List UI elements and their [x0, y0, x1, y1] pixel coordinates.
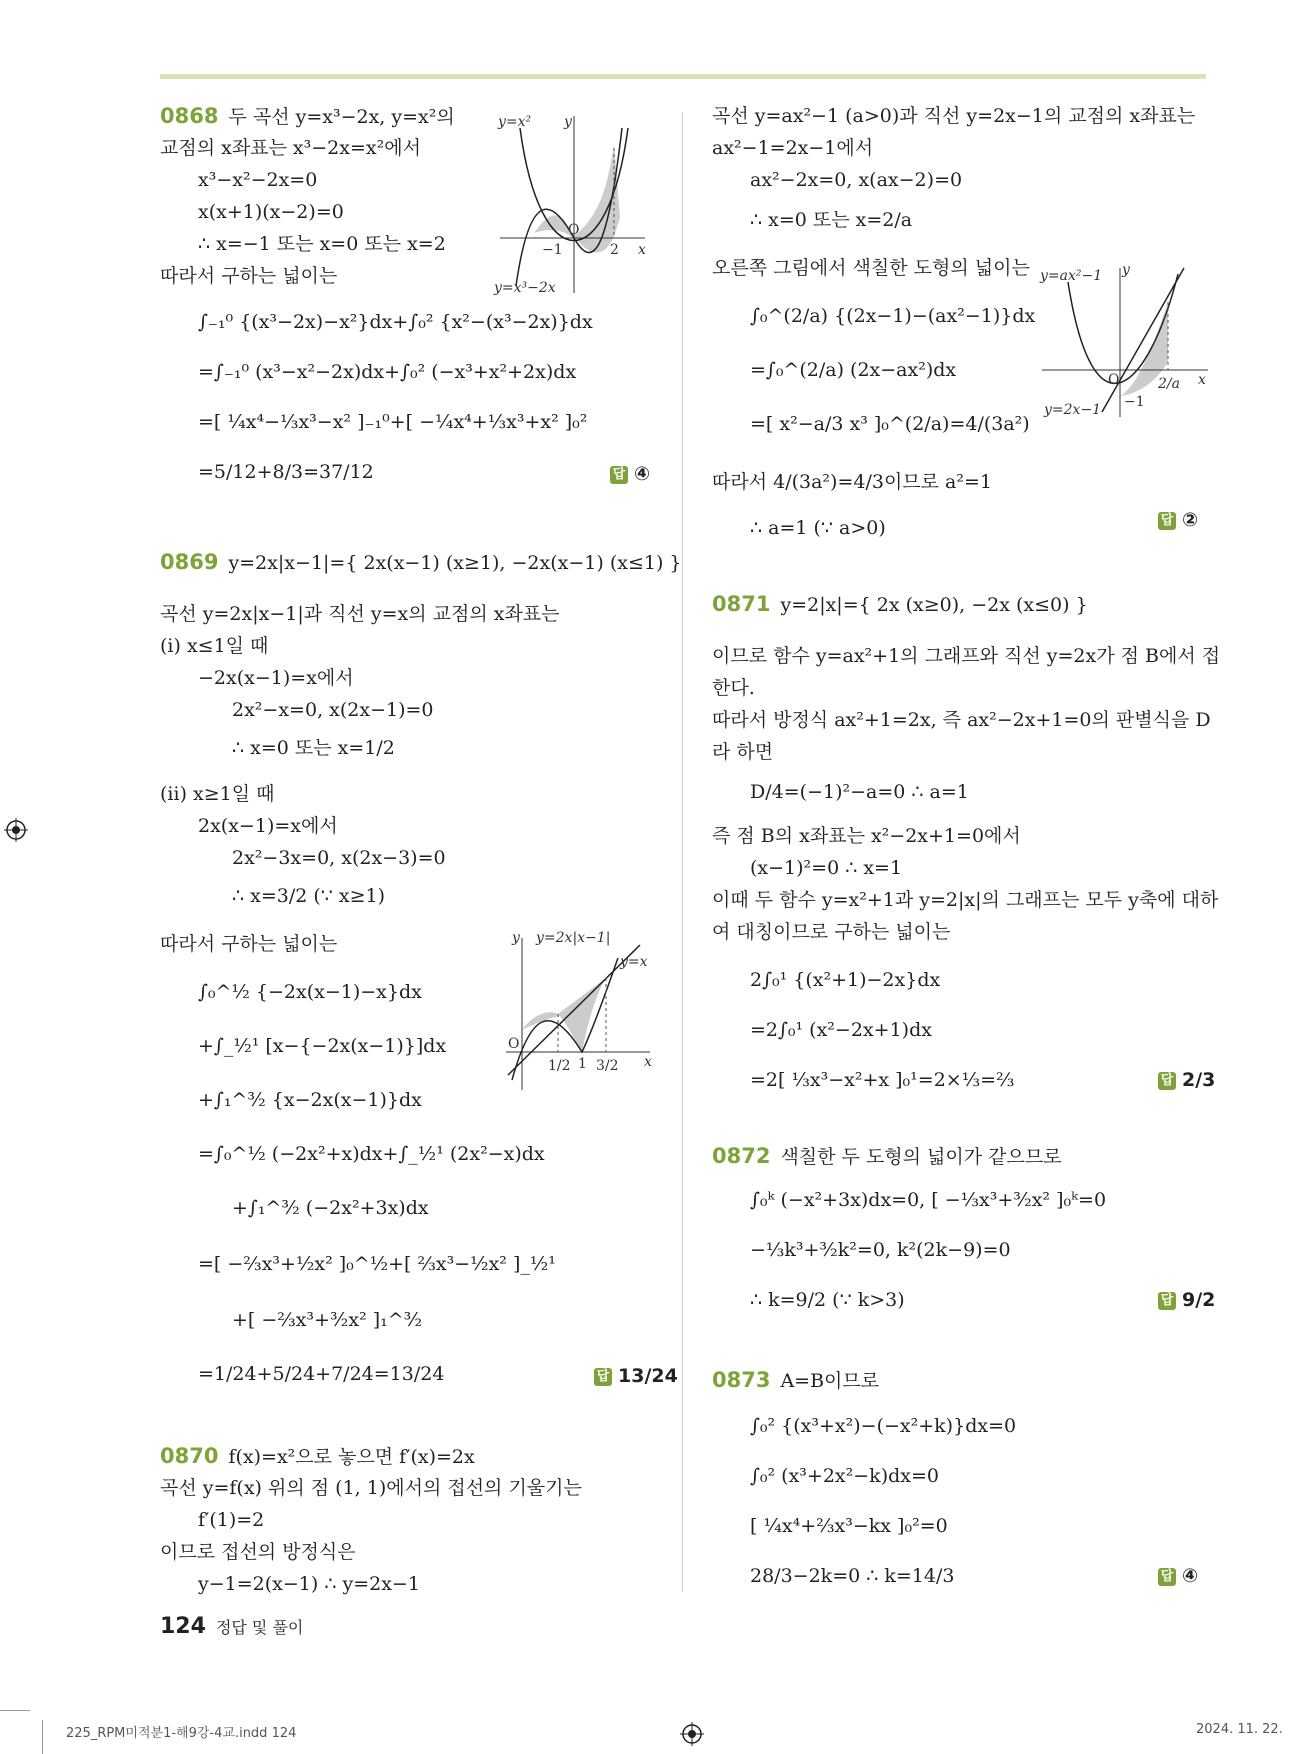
solution-line — [160, 1508, 264, 1532]
label-two: 2 — [610, 242, 619, 258]
solution-line — [712, 1018, 932, 1042]
page-title: 정답 및 풀이 — [215, 1618, 304, 1637]
line-text: y=2|x|={ 2x (x≥0), −2x (x≤0) } — [780, 594, 1088, 616]
solution-line — [160, 666, 354, 690]
shaded-region-second — [558, 978, 606, 1052]
solution-line — [712, 208, 912, 232]
label-origin: O — [508, 1036, 520, 1052]
problem-number: 0869 — [160, 550, 219, 574]
solution-line — [160, 1196, 429, 1220]
line-text: =5/12+8/3=37/12 — [198, 461, 374, 483]
line-text: x³−x²−2x=0 — [198, 169, 318, 191]
label-minus-one: −1 — [1124, 394, 1145, 410]
label-line: y=x — [620, 954, 648, 970]
solution-line — [712, 780, 969, 804]
line-text: 따라서 4/(3a²)=4/3이므로 a²=1 — [712, 471, 993, 493]
problem-number: 0870 — [160, 1444, 219, 1468]
problem-heading — [712, 1144, 1062, 1169]
label-half: 1/2 — [548, 1058, 571, 1074]
label-y-axis: y — [1122, 262, 1130, 278]
solution-line — [712, 856, 902, 880]
label-two-over-a: 2/a — [1158, 376, 1180, 392]
solution-line — [160, 884, 385, 908]
label-origin: O — [1108, 372, 1120, 388]
line-text: (x−1)²=0 ∴ x=1 — [750, 857, 903, 879]
line-text: ∴ x=0 또는 x=2/a — [750, 209, 913, 231]
solution-line — [160, 232, 446, 256]
solution-line — [712, 708, 1211, 732]
figure-0868-graph — [490, 108, 650, 298]
solution-line — [712, 1464, 939, 1488]
line-text: 여 대칭이므로 구하는 넓이는 — [712, 921, 951, 943]
line-text: 이므로 함수 y=ax²+1의 그래프와 직선 y=2x가 점 B에서 접 — [712, 645, 1221, 667]
solution-line — [712, 104, 1195, 128]
solution-line — [160, 1252, 556, 1276]
line-text: +∫₁^³⁄₂ (−2x²+3x)dx — [232, 1197, 429, 1219]
line-text: y−1=2(x−1) ∴ y=2x−1 — [198, 1573, 420, 1595]
problem-heading — [160, 550, 682, 575]
answer-value: ④ — [634, 463, 651, 485]
label-cubic: y=x³−2x — [494, 280, 556, 296]
solution-line — [160, 1142, 545, 1166]
solution-line — [712, 1238, 1011, 1262]
label-x-axis: x — [644, 1054, 652, 1070]
answer-value: 13/24 — [618, 1365, 678, 1387]
line-text: x(x+1)(x−2)=0 — [198, 201, 344, 223]
solution-line — [712, 824, 1021, 848]
solution-line — [712, 1564, 954, 1588]
solution-line — [712, 644, 1220, 668]
answer-0868 — [610, 462, 650, 486]
line-text: =1/24+5/24+7/24=13/24 — [198, 1363, 445, 1385]
line-text: 라 하면 — [712, 741, 774, 763]
problem-heading — [160, 1444, 475, 1469]
line-text: ∫₋₁⁰ {(x³−2x)−x²}dx+∫₀² {x²−(x³−2x)}dx — [198, 311, 593, 333]
line-text: 2∫₀¹ {(x²+1)−2x}dx — [750, 969, 941, 991]
line-text: ∴ x=0 또는 x=1/2 — [232, 737, 395, 759]
line-text: 한다. — [712, 677, 755, 699]
solution-line — [160, 1540, 356, 1564]
print-date: 2024. 11. 22. — [1196, 1722, 1283, 1737]
solution-line — [160, 1362, 444, 1386]
solution-line — [712, 256, 1030, 280]
solution-line — [160, 410, 587, 434]
line-text: +∫₁^³⁄₂ {x−2x(x−1)}dx — [198, 1089, 422, 1111]
line-text: 두 곡선 y=x³−2x, y=x²의 — [228, 106, 455, 128]
line-text: ∴ x=−1 또는 x=0 또는 x=2 — [198, 233, 446, 255]
answer-value: 9/2 — [1182, 1289, 1216, 1311]
line-text: ∴ k=9/2 (∵ k>3) — [750, 1289, 905, 1311]
solution-line — [160, 460, 374, 484]
label-y-axis: y — [564, 114, 572, 130]
solution-line — [160, 200, 344, 224]
shaded-region-right — [574, 143, 620, 253]
line-text: ax²−1=2x−1에서 — [712, 137, 874, 159]
solution-line — [712, 412, 1030, 436]
line-text: =[ ¼x⁴−⅓x³−x² ]₋₁⁰+[ −¼x⁴+⅓x³+x² ]₀² — [198, 411, 588, 433]
answer-badge: 답 — [594, 1368, 612, 1386]
line-text: A=B이므로 — [780, 1370, 880, 1392]
line-text: 이므로 접선의 방정식은 — [160, 1541, 356, 1563]
answer-value: ② — [1182, 509, 1199, 531]
line-text: =∫₋₁⁰ (x³−x²−2x)dx+∫₀² (−x³+x²+2x)dx — [198, 361, 577, 383]
solution-line — [712, 968, 940, 992]
problem-heading — [712, 1368, 879, 1393]
line-text: D/4=(−1)²−a=0 ∴ a=1 — [750, 781, 969, 803]
label-line: y=2x−1 — [1044, 402, 1102, 418]
line-text: 오른쪽 그림에서 색칠한 도형의 넓이는 — [712, 257, 1030, 279]
line-text: =2[ ⅓x³−x²+x ]₀¹=2×⅓=⅔ — [750, 1069, 1015, 1091]
answer-badge: 답 — [1158, 1292, 1176, 1310]
solution-line — [160, 264, 337, 288]
solution-line — [712, 304, 1035, 328]
page-number: 124 — [160, 1614, 206, 1639]
line-text: 2x²−3x=0, x(2x−3)=0 — [232, 847, 446, 869]
solution-line — [712, 1414, 1016, 1438]
solution-line — [712, 470, 992, 494]
line-text: 곡선 y=f(x) 위의 점 (1, 1)에서의 접선의 기울기는 — [160, 1477, 582, 1499]
crop-mark — [0, 1710, 30, 1711]
solution-line — [160, 360, 576, 384]
solution-line — [712, 136, 873, 160]
solution-line — [712, 1188, 1106, 1212]
answer-value: 2/3 — [1182, 1069, 1216, 1091]
solution-line — [712, 358, 956, 382]
solution-line — [160, 136, 421, 160]
shaded-region-first — [522, 1012, 560, 1030]
line-text: 이때 두 함수 y=x²+1과 y=2|x|의 그래프는 모두 y축에 대하 — [712, 889, 1219, 911]
line-text: =[ x²−a/3 x³ ]₀^(2/a)=4/(3a²) — [750, 413, 1030, 435]
solution-line — [160, 310, 593, 334]
problem-number: 0868 — [160, 104, 219, 128]
solution-line — [712, 888, 1218, 912]
label-parabola: y=ax²−1 — [1040, 268, 1103, 284]
label-x-axis: x — [1198, 372, 1206, 388]
solution-line — [712, 1288, 905, 1312]
answer-0873 — [1158, 1564, 1198, 1588]
solution-line — [160, 1034, 446, 1058]
line-text: (ⅰ) x≤1일 때 — [160, 635, 269, 657]
answer-0872 — [1158, 1288, 1215, 1312]
line-text: 색칠한 두 도형의 넓이가 같으므로 — [780, 1146, 1062, 1168]
page-footer — [160, 1614, 303, 1639]
solution-line — [712, 1068, 1014, 1092]
label-parabola: y=x² — [498, 114, 532, 130]
line-text: 따라서 방정식 ax²+1=2x, 즉 ax²−2x+1=0의 판별식을 D — [712, 709, 1211, 731]
line-text: 따라서 구하는 넓이는 — [160, 933, 338, 955]
answer-0870 — [1158, 508, 1198, 532]
line-text: (ⅱ) x≥1일 때 — [160, 783, 275, 805]
label-one: 1 — [578, 1056, 587, 1072]
answer-badge: 답 — [1158, 1072, 1176, 1090]
answer-0871 — [1158, 1068, 1215, 1092]
label-x-axis: x — [638, 242, 646, 258]
solution-line — [160, 168, 317, 192]
label-three-halves: 3/2 — [596, 1058, 619, 1074]
solution-line — [160, 1308, 422, 1332]
line-text: f(x)=x²으로 놓으면 f′(x)=2x — [228, 1446, 475, 1468]
registration-mark-icon — [680, 1722, 704, 1746]
problem-heading — [160, 104, 455, 129]
line-text: ∫₀² {(x³+x²)−(−x²+k)}dx=0 — [750, 1415, 1017, 1437]
line-text: ∫₀² (x³+2x²−k)dx=0 — [750, 1465, 939, 1487]
line-text: +[ −⅔x³+³⁄₂x² ]₁^³⁄₂ — [232, 1309, 423, 1331]
line-text: y=2x|x−1|={ 2x(x−1) (x≥1), −2x(x−1) (x≤1) } — [228, 552, 682, 574]
figure-0870-graph — [1038, 262, 1210, 422]
solution-line — [160, 634, 268, 658]
solution-line — [712, 1514, 948, 1538]
answer-badge: 답 — [1158, 512, 1176, 530]
problem-heading — [712, 592, 1088, 617]
line-text: ∴ x=3/2 (∵ x≥1) — [232, 885, 386, 907]
registration-mark-icon — [4, 818, 28, 842]
line-text: 따라서 구하는 넓이는 — [160, 265, 338, 287]
solution-line — [712, 740, 773, 764]
solution-line — [712, 920, 950, 944]
line-text: −⅓k³+³⁄₂k²=0, k²(2k−9)=0 — [750, 1239, 1011, 1261]
answer-value: ④ — [1182, 1565, 1199, 1587]
answer-0869 — [594, 1364, 678, 1388]
answer-badge: 답 — [1158, 1568, 1176, 1586]
solution-line — [160, 602, 560, 626]
line-text: ∫₀^½ {−2x(x−1)−x}dx — [198, 981, 422, 1003]
solution-line — [160, 980, 422, 1004]
line-text: +∫_½¹ [x−{−2x(x−1)}]dx — [198, 1035, 447, 1057]
solution-line — [160, 698, 434, 722]
solution-line — [160, 1088, 422, 1112]
line-text: =∫₀^½ (−2x²+x)dx+∫_½¹ (2x²−x)dx — [198, 1143, 545, 1165]
answer-badge: 답 — [610, 466, 628, 484]
line-text: =[ −⅔x³+½x² ]₀^½+[ ⅔x³−½x² ]_½¹ — [198, 1253, 556, 1275]
solution-line — [160, 932, 337, 956]
header-rule — [160, 74, 1206, 79]
line-text: −2x(x−1)=x에서 — [198, 667, 354, 689]
line-text: 교점의 x좌표는 x³−2x=x²에서 — [160, 137, 421, 159]
solution-line — [712, 516, 886, 540]
line-text: 2x²−x=0, x(2x−1)=0 — [232, 699, 434, 721]
solution-line — [160, 814, 338, 838]
line-text: 2x(x−1)=x에서 — [198, 815, 338, 837]
solution-line — [712, 168, 962, 192]
solution-line — [160, 782, 275, 806]
crop-mark — [42, 1720, 43, 1754]
solution-line — [160, 736, 395, 760]
line-text: =2∫₀¹ (x²−2x+1)dx — [750, 1019, 932, 1041]
label-y-axis: y — [512, 930, 520, 946]
line-text: 즉 점 B의 x좌표는 x²−2x+1=0에서 — [712, 825, 1021, 847]
solution-line — [160, 846, 446, 870]
label-abs-curve: y=2x|x−1| — [536, 930, 611, 946]
line-text: ax²−2x=0, x(ax−2)=0 — [750, 169, 963, 191]
figure-0869-graph — [500, 930, 660, 1095]
solution-line — [712, 676, 755, 700]
line-text: f′(1)=2 — [198, 1509, 265, 1531]
problem-number: 0871 — [712, 592, 771, 616]
line-text: 28/3−2k=0 ∴ k=14/3 — [750, 1565, 955, 1587]
label-minus-one: −1 — [542, 242, 563, 258]
line-text: ∫₀ᵏ (−x²+3x)dx=0, [ −⅓x³+³⁄₂x² ]₀ᵏ=0 — [750, 1189, 1107, 1211]
solution-line — [160, 1476, 582, 1500]
print-file-info: 225_RPM미적분1-해9강-4교.indd 124 — [66, 1726, 297, 1741]
line-text: 곡선 y=2x|x−1|과 직선 y=x의 교점의 x좌표는 — [160, 603, 560, 625]
line-text: 곡선 y=ax²−1 (a>0)과 직선 y=2x−1의 교점의 x좌표는 — [712, 105, 1196, 127]
problem-number: 0873 — [712, 1368, 771, 1392]
line-text: =∫₀^(2/a) (2x−ax²)dx — [750, 359, 957, 381]
line-text: ∴ a=1 (∵ a>0) — [750, 517, 886, 539]
line-text: [ ¼x⁴+⅔x³−kx ]₀²=0 — [750, 1515, 948, 1537]
line-text: ∫₀^(2/a) {(2x−1)−(ax²−1)}dx — [750, 305, 1036, 327]
label-origin: O — [568, 222, 580, 238]
problem-number: 0872 — [712, 1144, 771, 1168]
column-divider — [682, 112, 683, 1592]
solution-line — [160, 1572, 420, 1596]
